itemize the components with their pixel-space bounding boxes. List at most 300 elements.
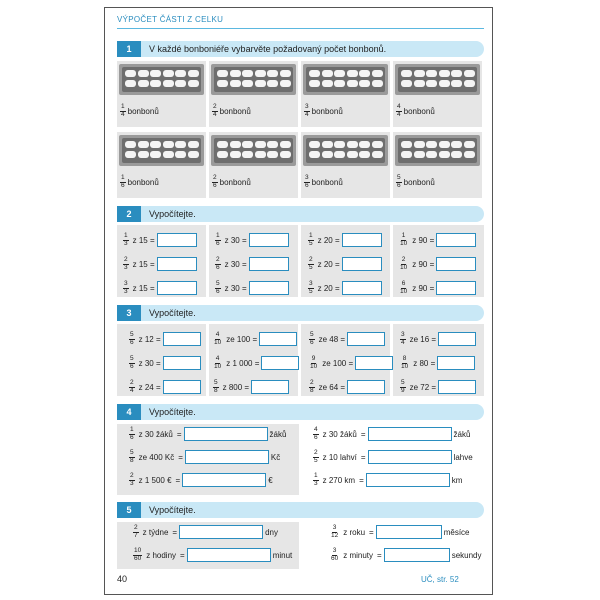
bonbon[interactable]: [414, 80, 425, 87]
bonbon[interactable]: [255, 70, 266, 77]
fraction: [400, 356, 409, 370]
answer-input[interactable]: [342, 257, 382, 271]
bonbon[interactable]: [401, 80, 412, 87]
fraction: [129, 473, 135, 487]
bonbon[interactable]: [372, 151, 383, 158]
exercise: [400, 356, 475, 370]
fraction: [215, 257, 221, 271]
bonbon[interactable]: [267, 141, 278, 148]
denominator: 6: [305, 181, 309, 189]
bonbon[interactable]: [280, 141, 291, 148]
bonbon[interactable]: [347, 151, 358, 158]
bonbon[interactable]: [309, 80, 320, 87]
exercise-text: z 30 žáků: [322, 429, 357, 439]
bonbon[interactable]: [280, 151, 291, 158]
denominator: 9: [401, 386, 405, 394]
bonbon[interactable]: [372, 80, 383, 87]
bonbon[interactable]: [322, 141, 333, 148]
answer-input[interactable]: [368, 427, 452, 441]
bonbon[interactable]: [359, 141, 370, 148]
fraction: [400, 380, 406, 394]
answer-input[interactable]: [368, 450, 452, 464]
fraction: [129, 450, 135, 464]
denominator: 6: [216, 287, 220, 295]
equals-sign: =: [360, 452, 366, 462]
bonboniere-box: [395, 135, 480, 166]
bonbon[interactable]: [347, 141, 358, 148]
answer-input[interactable]: [163, 356, 201, 370]
textbook-reference: UČ, str. 52: [421, 575, 459, 584]
exercise-text: ze 64 =: [318, 382, 346, 392]
unit-text: Kč: [270, 452, 281, 462]
denominator: 10: [401, 362, 409, 370]
section-5-header: [117, 502, 484, 518]
fraction: [304, 175, 310, 189]
page-number: 40: [117, 574, 128, 584]
bonbon[interactable]: [163, 151, 174, 158]
section-instruction: Vypočítejte.: [149, 308, 196, 318]
section-4-header: [117, 404, 484, 420]
exercise-text: z 20 =: [317, 283, 340, 293]
numerator: 4: [215, 331, 220, 338]
answer-input[interactable]: [157, 257, 197, 271]
denominator: 6: [310, 338, 314, 346]
section-number: 2: [117, 206, 141, 222]
fraction: [129, 380, 135, 394]
answer-input[interactable]: [259, 332, 297, 346]
bonbon[interactable]: [401, 141, 412, 148]
denominator: 8: [214, 386, 218, 394]
bonbon[interactable]: [359, 70, 370, 77]
bonbon[interactable]: [372, 70, 383, 77]
exercise-text: z 12 =: [138, 334, 161, 344]
bonbon[interactable]: [464, 141, 475, 148]
denominator: 3: [130, 479, 134, 487]
denominator: 4: [121, 110, 125, 118]
bonbon[interactable]: [439, 141, 450, 148]
answer-input[interactable]: [436, 233, 476, 247]
denominator: 6: [130, 362, 134, 370]
bonbon[interactable]: [347, 70, 358, 77]
exercise: [129, 473, 275, 487]
bonbon[interactable]: [334, 70, 345, 77]
equals-sign: =: [180, 550, 185, 560]
exercise: [129, 380, 201, 394]
denominator: 6: [397, 181, 401, 189]
bonbon[interactable]: [309, 70, 320, 77]
bonbon[interactable]: [188, 151, 199, 158]
unit-text: sekundy: [451, 550, 482, 560]
bonbon[interactable]: [451, 70, 462, 77]
bonbon[interactable]: [125, 151, 136, 158]
equals-sign: =: [359, 475, 364, 485]
unit-text: bonbonů: [127, 106, 159, 116]
exercise: [213, 380, 289, 394]
bonbon[interactable]: [426, 141, 437, 148]
numerator: 2: [314, 449, 318, 456]
bonbon-label: [396, 175, 435, 189]
bonbon[interactable]: [188, 141, 199, 148]
exercise: [308, 281, 382, 295]
numerator: 10: [134, 547, 142, 554]
exercise: [215, 281, 289, 295]
answer-input[interactable]: [249, 281, 289, 295]
numerator: 2: [310, 379, 314, 386]
exercise: [399, 233, 476, 247]
numerator: 1: [309, 232, 313, 239]
denominator: 4: [305, 110, 309, 118]
numerator: 3: [305, 174, 309, 181]
section-number: 4: [117, 404, 141, 420]
bonbon[interactable]: [138, 70, 149, 77]
bonbon[interactable]: [188, 70, 199, 77]
denominator: 3: [124, 239, 128, 247]
bonbon[interactable]: [125, 70, 136, 77]
numerator: 2: [130, 472, 134, 479]
exercise-text: ze 100 =: [226, 334, 258, 344]
exercise: [330, 525, 472, 539]
answer-input[interactable]: [184, 427, 268, 441]
exercise-text: z 30 =: [138, 358, 161, 368]
answer-input[interactable]: [355, 356, 393, 370]
chapter-title: VÝPOČET ČÁSTI Z CELKU: [117, 15, 224, 24]
bonbon[interactable]: [138, 80, 149, 87]
exercise: [313, 427, 472, 441]
answer-input[interactable]: [438, 380, 476, 394]
exercise: [309, 380, 385, 394]
bonbon[interactable]: [359, 151, 370, 158]
numerator: 1: [130, 426, 134, 433]
denominator: 5: [309, 263, 313, 271]
exercise: [400, 380, 476, 394]
bonbon[interactable]: [309, 151, 320, 158]
exercise-text: z 24 =: [138, 382, 161, 392]
answer-input[interactable]: [437, 356, 475, 370]
bonbon[interactable]: [451, 151, 462, 158]
fraction: [309, 356, 318, 370]
bonbon[interactable]: [175, 151, 186, 158]
fraction: [396, 175, 402, 189]
numerator: 2: [130, 379, 134, 386]
section-instruction: Vypočítejte.: [149, 209, 196, 219]
numerator: 1: [121, 103, 125, 110]
exercise: [313, 473, 464, 487]
answer-input[interactable]: [384, 548, 450, 562]
answer-input[interactable]: [249, 257, 289, 271]
section-instruction: Vypočítejte.: [149, 407, 196, 417]
denominator: 10: [310, 362, 318, 370]
bonbon[interactable]: [255, 80, 266, 87]
numerator: 2: [213, 174, 217, 181]
bonboniere-box: [211, 135, 296, 166]
bonboniere-box: [119, 135, 204, 166]
exercise-text: z roku: [343, 527, 366, 537]
bonbon[interactable]: [150, 151, 161, 158]
fraction: [213, 332, 222, 346]
bonbon[interactable]: [464, 70, 475, 77]
answer-input[interactable]: [436, 257, 476, 271]
equals-sign: =: [178, 452, 183, 462]
bonbon[interactable]: [267, 151, 278, 158]
bonbon[interactable]: [163, 80, 174, 87]
bonbon[interactable]: [150, 80, 161, 87]
bonbon[interactable]: [175, 141, 186, 148]
denominator: 5: [309, 239, 313, 247]
bonboniere-box: [303, 64, 388, 95]
bonbon[interactable]: [451, 80, 462, 87]
bonbon-label: [304, 104, 343, 118]
bonbon[interactable]: [230, 80, 241, 87]
bonbon[interactable]: [230, 70, 241, 77]
denominator: 5: [314, 456, 318, 464]
bonbon[interactable]: [217, 151, 228, 158]
fraction: [212, 104, 218, 118]
bonbon[interactable]: [439, 70, 450, 77]
numerator: 4: [215, 355, 220, 362]
numerator: 3: [401, 331, 405, 338]
exercise: [123, 281, 197, 295]
exercise-text: z 1 500 €: [138, 475, 172, 485]
fraction: [129, 427, 135, 441]
denominator: 10: [214, 338, 222, 346]
fraction: [313, 427, 319, 441]
numerator: 1: [124, 232, 128, 239]
answer-input[interactable]: [157, 281, 197, 295]
equals-sign: =: [176, 429, 182, 439]
exercise: [129, 427, 288, 441]
exercise-text: z 20 =: [317, 235, 340, 245]
bonbon-label: [212, 175, 251, 189]
exercise-text: z 15 =: [132, 283, 155, 293]
numerator: 3: [309, 280, 313, 287]
bonbon[interactable]: [280, 70, 291, 77]
bonbon[interactable]: [426, 151, 437, 158]
exercise-text: z 20 =: [317, 259, 340, 269]
bonbon[interactable]: [414, 70, 425, 77]
numerator: 5: [216, 280, 220, 287]
exercise-text: z 30 =: [224, 235, 247, 245]
answer-input[interactable]: [438, 332, 476, 346]
answer-input[interactable]: [187, 548, 271, 562]
answer-input[interactable]: [436, 281, 476, 295]
bonboniere-box: [395, 64, 480, 95]
numerator: 5: [130, 449, 134, 456]
exercise: [400, 332, 476, 346]
section-1-header: [117, 41, 484, 57]
denominator: 3: [124, 263, 128, 271]
bonbon[interactable]: [150, 70, 161, 77]
equals-sign: =: [172, 527, 178, 537]
unit-text: bonbonů: [311, 106, 343, 116]
answer-input[interactable]: [342, 281, 382, 295]
unit-text: km: [451, 475, 463, 485]
exercise-text: z 30 =: [224, 283, 247, 293]
bonboniere-box: [211, 64, 296, 95]
answer-input[interactable]: [163, 380, 201, 394]
bonbon[interactable]: [230, 151, 241, 158]
exercise: [399, 257, 476, 271]
answer-input[interactable]: [342, 233, 382, 247]
bonbon[interactable]: [125, 141, 136, 148]
bonbon[interactable]: [439, 151, 450, 158]
fraction: [212, 175, 218, 189]
exercise: [129, 450, 282, 464]
numerator: 5: [401, 379, 405, 386]
denominator: 7: [134, 531, 138, 539]
bonbon[interactable]: [280, 80, 291, 87]
denominator: 3: [314, 479, 318, 487]
bonbon[interactable]: [372, 141, 383, 148]
unit-text: bonbonů: [219, 106, 251, 116]
bonbon[interactable]: [401, 70, 412, 77]
answer-input[interactable]: [182, 473, 266, 487]
denominator: 5: [309, 287, 313, 295]
exercise: [215, 233, 289, 247]
bonbon[interactable]: [334, 141, 345, 148]
bonbon[interactable]: [464, 80, 475, 87]
denominator: 12: [331, 531, 339, 539]
bonbon[interactable]: [426, 70, 437, 77]
bonbon[interactable]: [125, 80, 136, 87]
exercise-text: ze 100 =: [322, 358, 354, 368]
bonbon[interactable]: [322, 151, 333, 158]
bonbon[interactable]: [175, 70, 186, 77]
bonbon[interactable]: [217, 141, 228, 148]
bonbon[interactable]: [426, 80, 437, 87]
denominator: 6: [213, 181, 217, 189]
answer-input[interactable]: [366, 473, 450, 487]
bonbon[interactable]: [322, 70, 333, 77]
answer-input[interactable]: [157, 233, 197, 247]
bonbon[interactable]: [242, 70, 253, 77]
fraction: [123, 233, 129, 247]
exercise-text: ze 72 =: [409, 382, 437, 392]
bonbon[interactable]: [217, 80, 228, 87]
bonbon[interactable]: [322, 80, 333, 87]
bonbon[interactable]: [439, 80, 450, 87]
answer-input[interactable]: [347, 332, 385, 346]
exercise: [308, 233, 382, 247]
bonbon[interactable]: [242, 151, 253, 158]
numerator: 5: [130, 355, 134, 362]
section-3-header: [117, 305, 484, 321]
exercise: [129, 356, 201, 370]
exercise-text: z 30 žáků: [138, 429, 173, 439]
bonbon-label: [304, 175, 343, 189]
title-rule: [117, 28, 484, 29]
bonbon[interactable]: [163, 70, 174, 77]
answer-input[interactable]: [261, 356, 299, 370]
bonbon[interactable]: [451, 141, 462, 148]
fraction: [215, 233, 221, 247]
bonbon[interactable]: [217, 70, 228, 77]
denominator: 4: [130, 386, 134, 394]
bonboniere-box: [303, 135, 388, 166]
denominator: 6: [216, 263, 220, 271]
answer-input[interactable]: [249, 233, 289, 247]
bonbon[interactable]: [242, 141, 253, 148]
exercise-text: z 10 lahví: [322, 452, 357, 462]
bonbon[interactable]: [242, 80, 253, 87]
answer-input[interactable]: [251, 380, 289, 394]
fraction: [399, 257, 408, 271]
bonbon[interactable]: [464, 151, 475, 158]
answer-input[interactable]: [185, 450, 269, 464]
exercise: [129, 332, 201, 346]
bonbon[interactable]: [138, 141, 149, 148]
unit-text: bonbonů: [127, 177, 159, 187]
fraction: [309, 380, 315, 394]
numerator: 6: [401, 280, 406, 287]
bonbon[interactable]: [175, 80, 186, 87]
exercise-text: z 90 =: [412, 235, 435, 245]
numerator: 2: [213, 103, 217, 110]
fraction: [396, 104, 402, 118]
denominator: 6: [130, 433, 134, 441]
answer-input[interactable]: [163, 332, 201, 346]
bonbon[interactable]: [334, 151, 345, 158]
denominator: 6: [121, 181, 125, 189]
numerator: 1: [121, 174, 125, 181]
fraction: [304, 104, 310, 118]
bonbon[interactable]: [414, 141, 425, 148]
fraction: [400, 332, 406, 346]
unit-text: €: [268, 475, 273, 485]
bonbon[interactable]: [188, 80, 199, 87]
bonbon[interactable]: [267, 70, 278, 77]
bonbon[interactable]: [267, 80, 278, 87]
bonbon-label: [212, 104, 251, 118]
exercise-text: z 270 km: [322, 475, 356, 485]
bonbon[interactable]: [255, 141, 266, 148]
denominator: 4: [401, 338, 405, 346]
exercise-text: z 15 =: [132, 235, 155, 245]
bonbon[interactable]: [401, 151, 412, 158]
fraction: [213, 356, 222, 370]
exercise-text: z minuty: [343, 550, 374, 560]
answer-input[interactable]: [179, 525, 263, 539]
bonbon[interactable]: [138, 151, 149, 158]
bonbon[interactable]: [255, 151, 266, 158]
bonboniere-box: [119, 64, 204, 95]
fraction: [213, 380, 219, 394]
bonbon[interactable]: [347, 80, 358, 87]
numerator: 5: [397, 174, 401, 181]
bonbon[interactable]: [414, 151, 425, 158]
unit-text: minut: [272, 550, 293, 560]
bonbon[interactable]: [309, 141, 320, 148]
exercise: [309, 332, 385, 346]
exercise-text: z 15 =: [132, 259, 155, 269]
exercise: [123, 257, 197, 271]
bonbon[interactable]: [359, 80, 370, 87]
bonbon[interactable]: [163, 141, 174, 148]
fraction: [120, 104, 126, 118]
numerator: 3: [332, 524, 337, 531]
unit-text: bonbonů: [219, 177, 251, 187]
answer-input[interactable]: [376, 525, 442, 539]
numerator: 2: [124, 256, 128, 263]
answer-input[interactable]: [347, 380, 385, 394]
section-instruction: V každé bonboniéře vybarvěte požadovaný počet bonbonů.: [149, 44, 387, 54]
bonbon[interactable]: [230, 141, 241, 148]
fraction: [120, 175, 126, 189]
bonbon[interactable]: [150, 141, 161, 148]
exercise-text: z 90 =: [412, 283, 435, 293]
section-number: 5: [117, 502, 141, 518]
numerator: 1: [216, 232, 220, 239]
bonbon[interactable]: [334, 80, 345, 87]
